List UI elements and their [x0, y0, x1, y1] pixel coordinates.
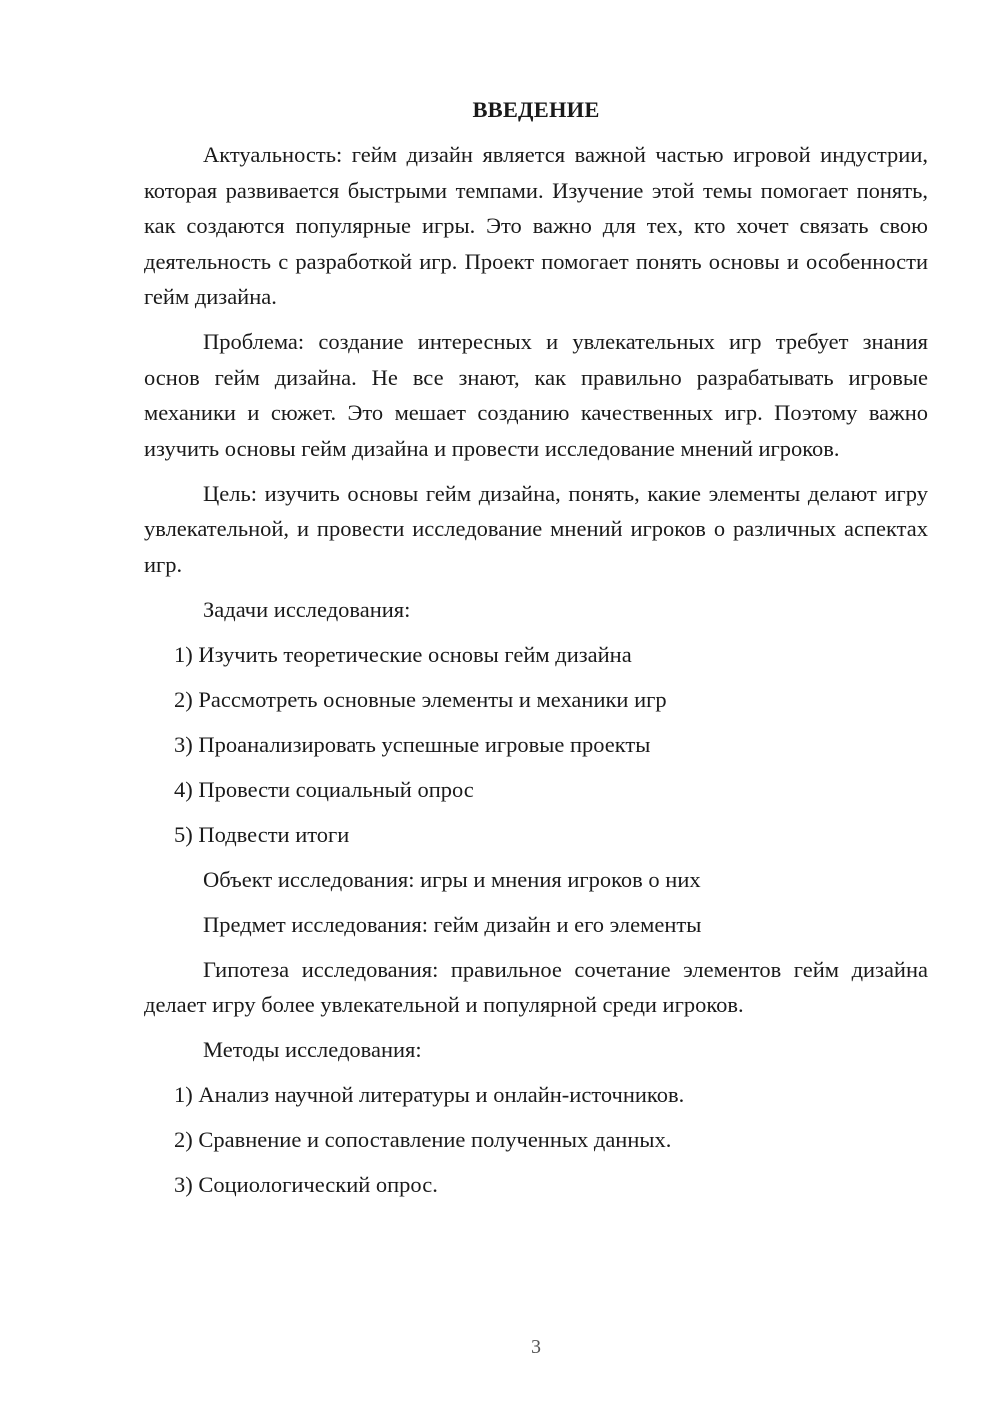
list-item: 3) Социологический опрос. [174, 1172, 438, 1197]
relevance-paragraph: Актуальность: гейм дизайн является важной частью игровой индустрии, которая развивается быстрыми темпами. Изучение этой темы помогает понять, как создаются популярные игры. Это важно для тех, кто хочет связать свою деятельность с разработкой игр. Проект помогает понять основы и особенности гейм дизайна. [144, 142, 928, 309]
section-title: ВВЕДЕНИЕ [472, 97, 600, 122]
methods-list [144, 1077, 928, 1203]
page-number: 3 [531, 1336, 541, 1358]
subject-paragraph: Предмет исследования: гейм дизайн и его элементы [203, 911, 702, 937]
document-body [144, 92, 928, 1212]
list-item: 2) Рассмотреть основные элементы и механики игр [174, 686, 667, 712]
list-item: 1) Изучить теоретические основы гейм дизайна [174, 641, 632, 667]
methods-heading: Методы исследования: [203, 1037, 422, 1062]
object-paragraph: Объект исследования: игры и мнения игроков о них [203, 866, 701, 892]
list-item: 4) Провести социальный опрос [174, 776, 474, 802]
problem-paragraph: Проблема: создание интересных и увлекательных игр требует знания основ гейм дизайна. Не все знают, как правильно разрабатывать игровые механики и сюжет. Это мешает созданию качественных игр. Поэтому важно изучить основы гейм дизайна и провести исследование мнений игроков. [144, 329, 928, 461]
list-item: 5) Подвести итоги [174, 821, 350, 847]
list-item: 1) Анализ научной литературы и онлайн-источников. [174, 1082, 685, 1107]
list-item: 3) Проанализировать успешные игровые проекты [174, 731, 651, 757]
tasks-heading: Задачи исследования: [203, 596, 411, 622]
list-item: 2) Сравнение и сопоставление полученных данных. [174, 1127, 672, 1152]
hypothesis-paragraph: Гипотеза исследования: правильное сочетание элементов гейм дизайна делает игру более увлекательной и популярной среди игроков. [144, 956, 928, 1017]
tasks-list [144, 637, 928, 853]
goal-paragraph: Цель: изучить основы гейм дизайна, понять, какие элементы делают игру увлекательной, и провести исследование мнений игроков о различных аспектах игр. [144, 480, 928, 577]
